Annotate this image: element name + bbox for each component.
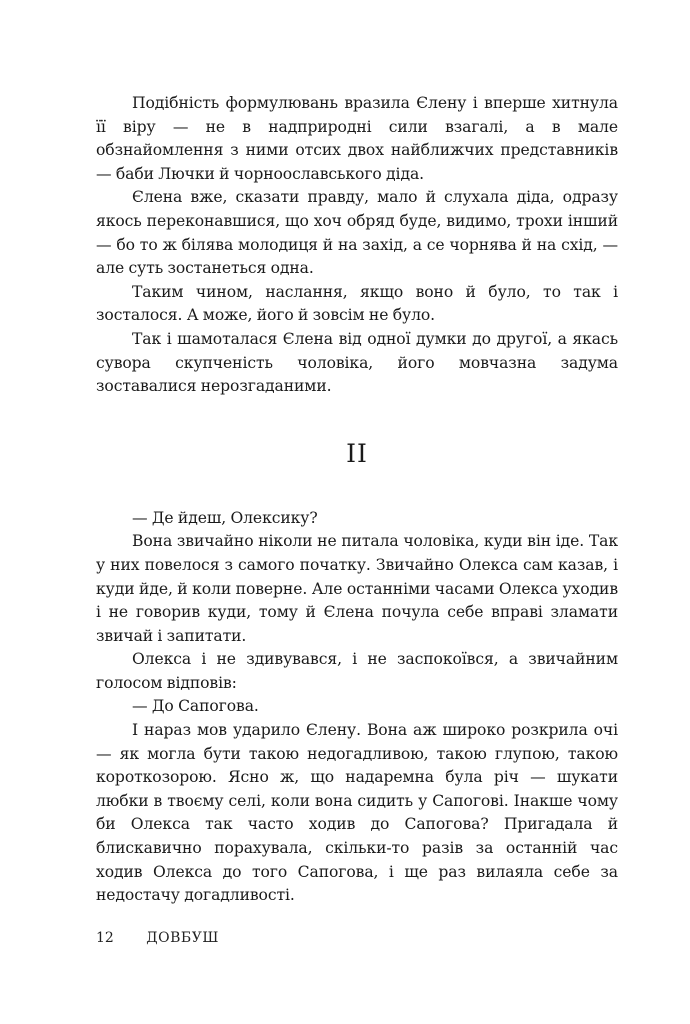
page-number: 12 — [96, 930, 114, 946]
running-head: ДОВБУШ — [146, 930, 219, 946]
page-body — [96, 92, 618, 908]
paragraph: І нараз мов ударило Єлену. Вона аж широко розкрила очі — як могла бути такою недогадливою, такою глупою, такою короткозорою. Ясно ж, що надаремна була річ — шукати любки в твоєму селі, коли вона сидить у Сапогові. Інакше чому би Олекса так часто ходив до Сапогова? Пригадала й блискавично порахувала, скільки-то разів за останній час ходив Олекса до того Сапогова, і ще раз вилаяла себе за недостачу догадливості. — [96, 721, 618, 905]
paragraph: Єлена вже, сказати правду, мало й слухала діда, одразу якось переконавшися, що хоч обряд буде, видимо, трохи інший — бо то ж білява молодиця й на захід, а се чорнява й на схід, — але суть зостанеться одна. — [96, 188, 618, 278]
chapter-heading: II — [346, 438, 368, 468]
paragraph: Подібність формулювань вразила Єлену і вперше хитнула її віру — не в надприродні сили взагалі, а в мале обзнайомлення з ними отсих двох найближчих представників — баби Лючки й чорноославського діда. — [96, 94, 618, 183]
dialogue-line: — До Сапогова. — [132, 697, 259, 716]
paragraph: Так і шамоталася Єлена від одної думки до другої, а якась сувора скупченість чоловіка, його мовчазна задума зоставалися нерозгаданими. — [96, 329, 618, 396]
dialogue-line: — Де йдеш, Олексику? — [132, 508, 318, 527]
paragraph: Олекса і не здивувався, і не заспокоївся, а звичайним голосом відповів: — [96, 650, 618, 692]
paragraph: Вона звичайно ніколи не питала чоловіка, куди він іде. Так у них повелося з самого початку. Звичайно Олекса сам казав, і куди йде, й коли поверне. Але останніми часами Олекса уходив і не говорив куди, тому й Єлена почула себе вправі зламати звичай і запитати. — [96, 532, 618, 645]
paragraph: Таким чином, наслання, якщо воно й було, то так і зосталося. А може, його й зовсім не було. — [96, 282, 618, 325]
page-footer — [96, 928, 219, 948]
